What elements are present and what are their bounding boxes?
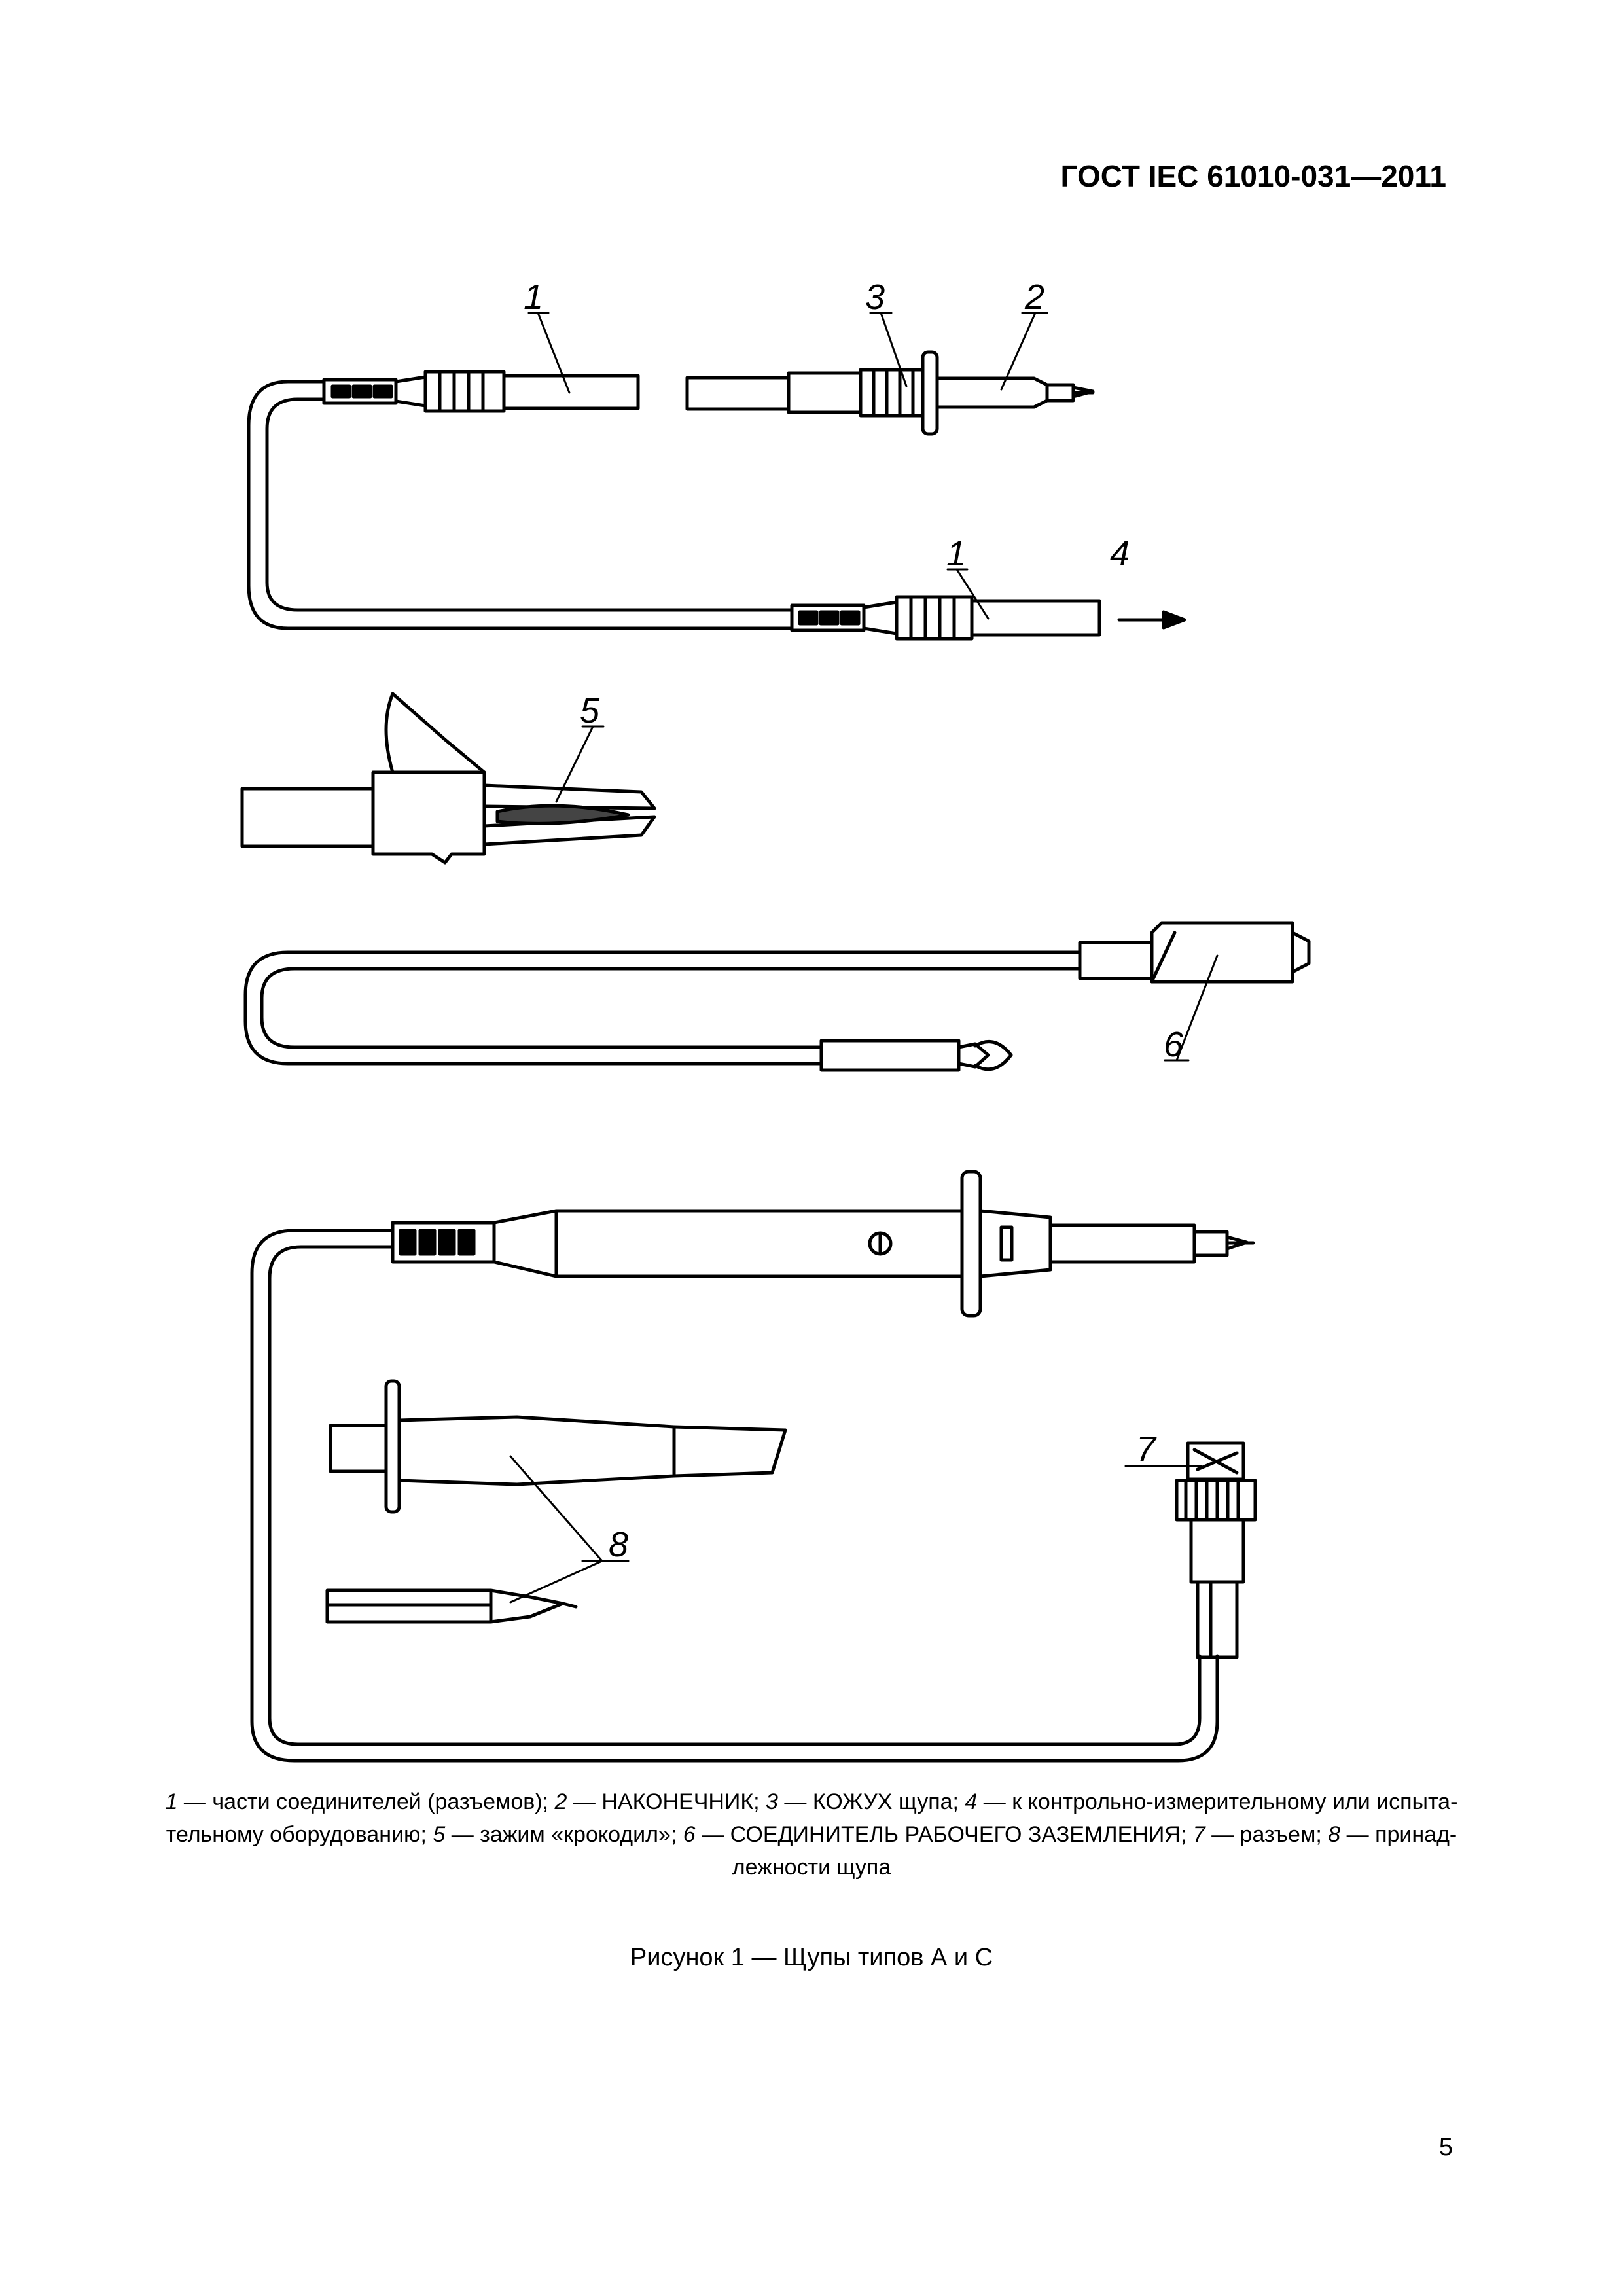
legend-num: 3 — [766, 1789, 778, 1814]
earth-connector-cable — [245, 952, 1080, 1064]
legend-text: — к контрольно-измерительному или испыта- — [977, 1789, 1458, 1814]
figure-caption: Рисунок 1 — Щупы типов А и С — [630, 1944, 993, 1971]
probe-c-body — [393, 1172, 1253, 1316]
legend-num: 6 — [683, 1822, 696, 1847]
callout-4: 4 — [1110, 534, 1130, 573]
legend-text: лежности щупа — [732, 1855, 891, 1880]
legend-num: 5 — [433, 1822, 446, 1847]
accessory-lower — [327, 1590, 576, 1622]
accessory-upper — [330, 1381, 785, 1512]
earth-connector-upper — [1080, 923, 1309, 982]
connector-part-lower — [792, 597, 1099, 639]
connector-part-upper — [324, 372, 638, 411]
leader-lines — [510, 313, 1217, 1602]
callout-8: 8 — [609, 1525, 629, 1564]
page-number: 5 — [1438, 2134, 1453, 2161]
probe-tip-upper — [687, 352, 1093, 434]
legend-text: — зажим «крокодил»; — [445, 1822, 683, 1847]
callout-1-upper: 1 — [524, 278, 544, 317]
bnc-connector — [1177, 1443, 1255, 1657]
legend-num: 7 — [1192, 1822, 1205, 1847]
legend-text: — КОЖУХ щупа; — [777, 1789, 965, 1814]
probe-c-cable — [252, 1230, 1217, 1761]
legend-text: — части соединителей (разъемов); — [177, 1789, 555, 1814]
legend-num: 4 — [965, 1789, 978, 1814]
callout-2: 2 — [1025, 278, 1045, 317]
legend-text: тельному оборудованию; — [166, 1822, 433, 1847]
legend-num: 2 — [554, 1789, 567, 1814]
legend-text: — принад- — [1340, 1822, 1457, 1847]
callout-5: 5 — [580, 691, 600, 730]
legend-num: 8 — [1328, 1822, 1341, 1847]
callout-3: 3 — [865, 278, 885, 317]
page-header-standard-code: ГОСТ IEC 61010-031—2011 — [1060, 159, 1446, 193]
figure-legend — [151, 1785, 1472, 1884]
probe-a-cable — [249, 382, 792, 628]
legend-text: — НАКОНЕЧНИК; — [567, 1789, 766, 1814]
callout-1-lower: 1 — [946, 534, 967, 573]
earth-connector-lower — [821, 1041, 1011, 1070]
legend-text: — СОЕДИНИТЕЛЬ РАБОЧЕГО ЗАЗЕМЛЕНИЯ; — [695, 1822, 1193, 1847]
callout-7: 7 — [1136, 1429, 1156, 1469]
legend-num: 1 — [165, 1789, 178, 1814]
legend-text: — разъем; — [1205, 1822, 1329, 1847]
callout-6: 6 — [1164, 1025, 1184, 1064]
arrow-to-equipment — [1119, 612, 1185, 628]
